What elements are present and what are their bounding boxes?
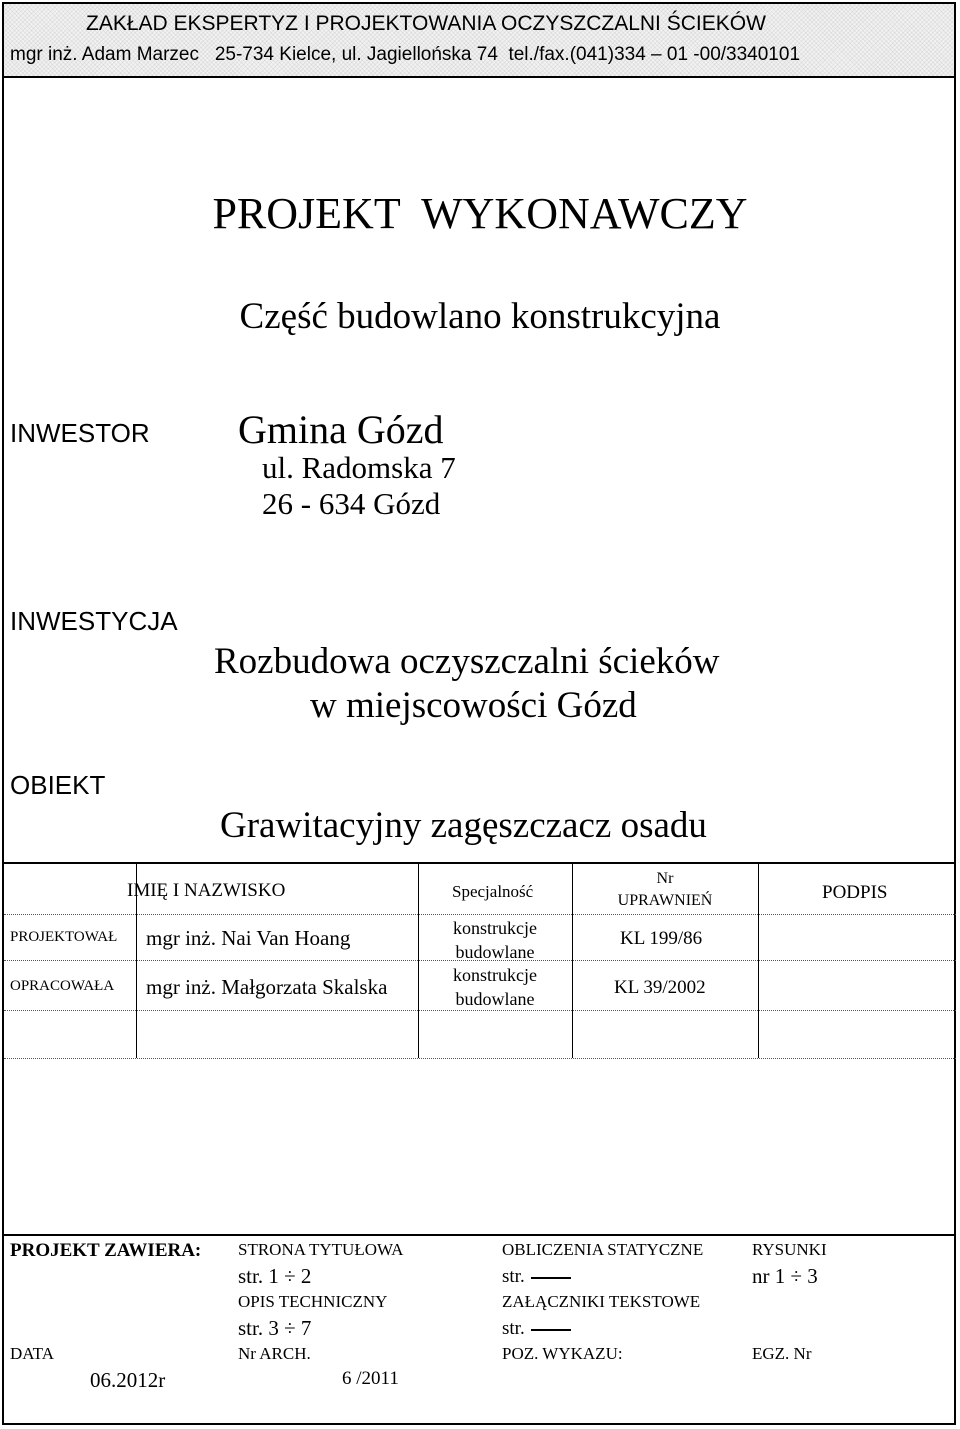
investment-line1: Rozbudowa oczyszczalni ścieków (214, 641, 720, 682)
investor-city: 26 - 634 Gózd (262, 486, 441, 521)
row-license: KL 199/86 (620, 928, 703, 949)
document-title: PROJEKT WYKONAWCZY (212, 189, 748, 238)
drawings-item: RYSUNKI (752, 1240, 827, 1259)
header-license-line2: UPRAWNIEŃ (617, 892, 713, 909)
row-specialty-line1: konstrukcje (453, 918, 537, 938)
object-label: OBIEKT (10, 770, 106, 800)
header-license-line1: Nr (656, 870, 674, 887)
investor-street: ul. Radomska 7 (262, 450, 456, 485)
position-label: POZ. WYKAZU: (502, 1344, 623, 1363)
dash-line (531, 1277, 571, 1279)
copy-label: EGZ. Nr (752, 1344, 812, 1363)
document-subtitle: Część budowlano konstrukcyjna (239, 296, 721, 337)
drawings-range: nr 1 ÷ 3 (752, 1264, 818, 1288)
date-value: 06.2012r (90, 1368, 166, 1392)
header-name: IMIĘ I NAZWISKO (127, 880, 286, 901)
header-signature: PODPIS (822, 882, 888, 903)
company-name: ZAKŁAD EKSPERTYZ I PROJEKTOWANIA OCZYSZCZALNI ŚCIEKÓW (86, 12, 766, 35)
arch-label: Nr ARCH. (238, 1344, 311, 1363)
row-name: mgr inż. Małgorzata Skalska (146, 975, 388, 999)
tech-desc-item: OPIS TECHNICZNY (238, 1292, 388, 1311)
title-page-item: STRONA TYTUŁOWA (238, 1240, 404, 1259)
row-specialty-line2: budowlane (455, 989, 535, 1009)
contents-label: PROJEKT ZAWIERA: (10, 1240, 202, 1261)
date-label: DATA (10, 1344, 54, 1363)
attachments-range (502, 1318, 571, 1340)
investment-line2: w miejscowości Gózd (310, 685, 637, 726)
calcs-range (502, 1266, 571, 1288)
investor-label: INWESTOR (10, 418, 150, 448)
row-specialty-line2: budowlane (455, 942, 535, 962)
attachments-item: ZAŁĄCZNIKI TEKSTOWE (502, 1292, 701, 1311)
calcs-range-label: str. (502, 1266, 525, 1287)
company-address: mgr inż. Adam Marzec 25-734 Kielce, ul. Jagiellońska 74 tel./fax.(041)334 – 01 -00/3340101 (10, 44, 801, 65)
calcs-item: OBLICZENIA STATYCZNE (502, 1240, 704, 1259)
row-name: mgr inż. Nai Van Hoang (146, 926, 351, 950)
arch-value: 6 /2011 (342, 1368, 399, 1389)
object-name: Grawitacyjny zagęszczacz osadu (220, 805, 707, 846)
investment-label: INWESTYCJA (10, 606, 178, 636)
row-specialty (418, 916, 572, 964)
header-license (572, 868, 758, 912)
row-specialty-line1: konstrukcje (453, 965, 537, 985)
dash-line (531, 1329, 571, 1331)
row-role: PROJEKTOWAŁ (10, 929, 118, 945)
row-role: OPRACOWAŁA (10, 978, 115, 994)
row-license: KL 39/2002 (614, 977, 706, 998)
tech-desc-range: str. 3 ÷ 7 (238, 1316, 312, 1340)
investor-name: Gmina Gózd (238, 407, 444, 452)
row-specialty (418, 963, 572, 1011)
header-specialty: Specjalność (452, 882, 534, 901)
attachments-range-label: str. (502, 1318, 525, 1339)
title-page-range: str. 1 ÷ 2 (238, 1264, 312, 1288)
